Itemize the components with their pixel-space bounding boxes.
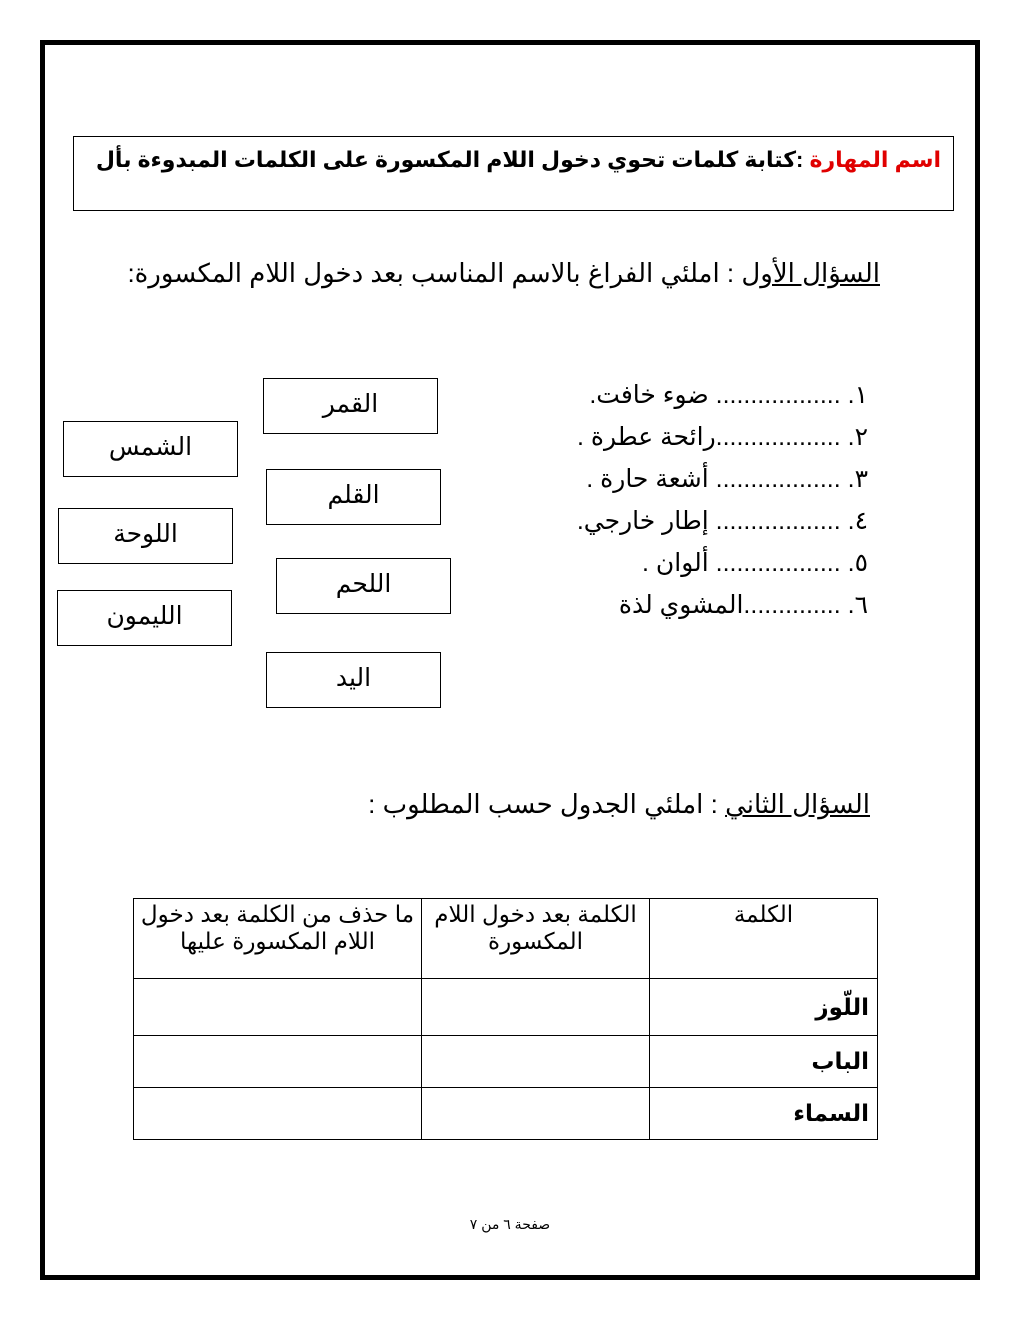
- question-1-text: : املئي الفراغ بالاسم المناسب بعد دخول اللام المكسورة:: [127, 258, 742, 288]
- answer-cell[interactable]: [134, 1036, 422, 1088]
- word-box: القلم: [266, 469, 441, 525]
- word-cell: اللّوز: [650, 979, 878, 1036]
- answer-cell[interactable]: [422, 1036, 650, 1088]
- fill-item: ٢. ..................رائحة عطرة .: [576, 423, 868, 451]
- answer-cell[interactable]: [422, 979, 650, 1036]
- word-box: الشمس: [63, 421, 238, 477]
- answer-cell[interactable]: [422, 1088, 650, 1140]
- page-number: صفحة ٦ من ٧: [469, 1216, 551, 1232]
- word-box: اللوحة: [58, 508, 233, 564]
- fill-item: ٣. .................. أشعة حارة .: [586, 465, 868, 493]
- word-cell: السماء: [650, 1088, 878, 1140]
- question-2-label: السؤال الثاني: [725, 789, 870, 819]
- question-2-text: : املئي الجدول حسب المطلوب :: [368, 789, 726, 819]
- question-1: [127, 258, 880, 289]
- skill-text: :كتابة كلمات تحوي دخول اللام المكسورة على الكلمات المبدوءة بأل: [95, 147, 804, 172]
- question-2: [368, 789, 870, 820]
- answer-cell[interactable]: [134, 979, 422, 1036]
- word-box: الليمون: [57, 590, 232, 646]
- word-table: [133, 898, 878, 1140]
- word-box: اليد: [266, 652, 441, 708]
- answer-cell[interactable]: [134, 1088, 422, 1140]
- header-cell: ما حذف من الكلمة بعد دخول اللام المكسورة عليها: [134, 899, 422, 979]
- skill-header-box: [73, 136, 954, 211]
- fill-item: ٤. .................. إطار خارجي.: [576, 507, 868, 535]
- fill-item: ٥. .................. ألوان .: [642, 549, 868, 577]
- question-1-label: السؤال الأول: [741, 258, 880, 288]
- word-box: القمر: [263, 378, 438, 434]
- fill-item: ١. .................. ضوء خافت.: [589, 381, 868, 409]
- header-cell: الكلمة بعد دخول اللام المكسورة: [422, 899, 650, 979]
- fill-item: ٦. ..............المشوي لذة: [618, 591, 868, 619]
- header-cell: الكلمة: [650, 899, 878, 979]
- word-cell: الباب: [650, 1036, 878, 1088]
- word-box: اللحم: [276, 558, 451, 614]
- skill-label: اسم المهارة: [809, 147, 941, 172]
